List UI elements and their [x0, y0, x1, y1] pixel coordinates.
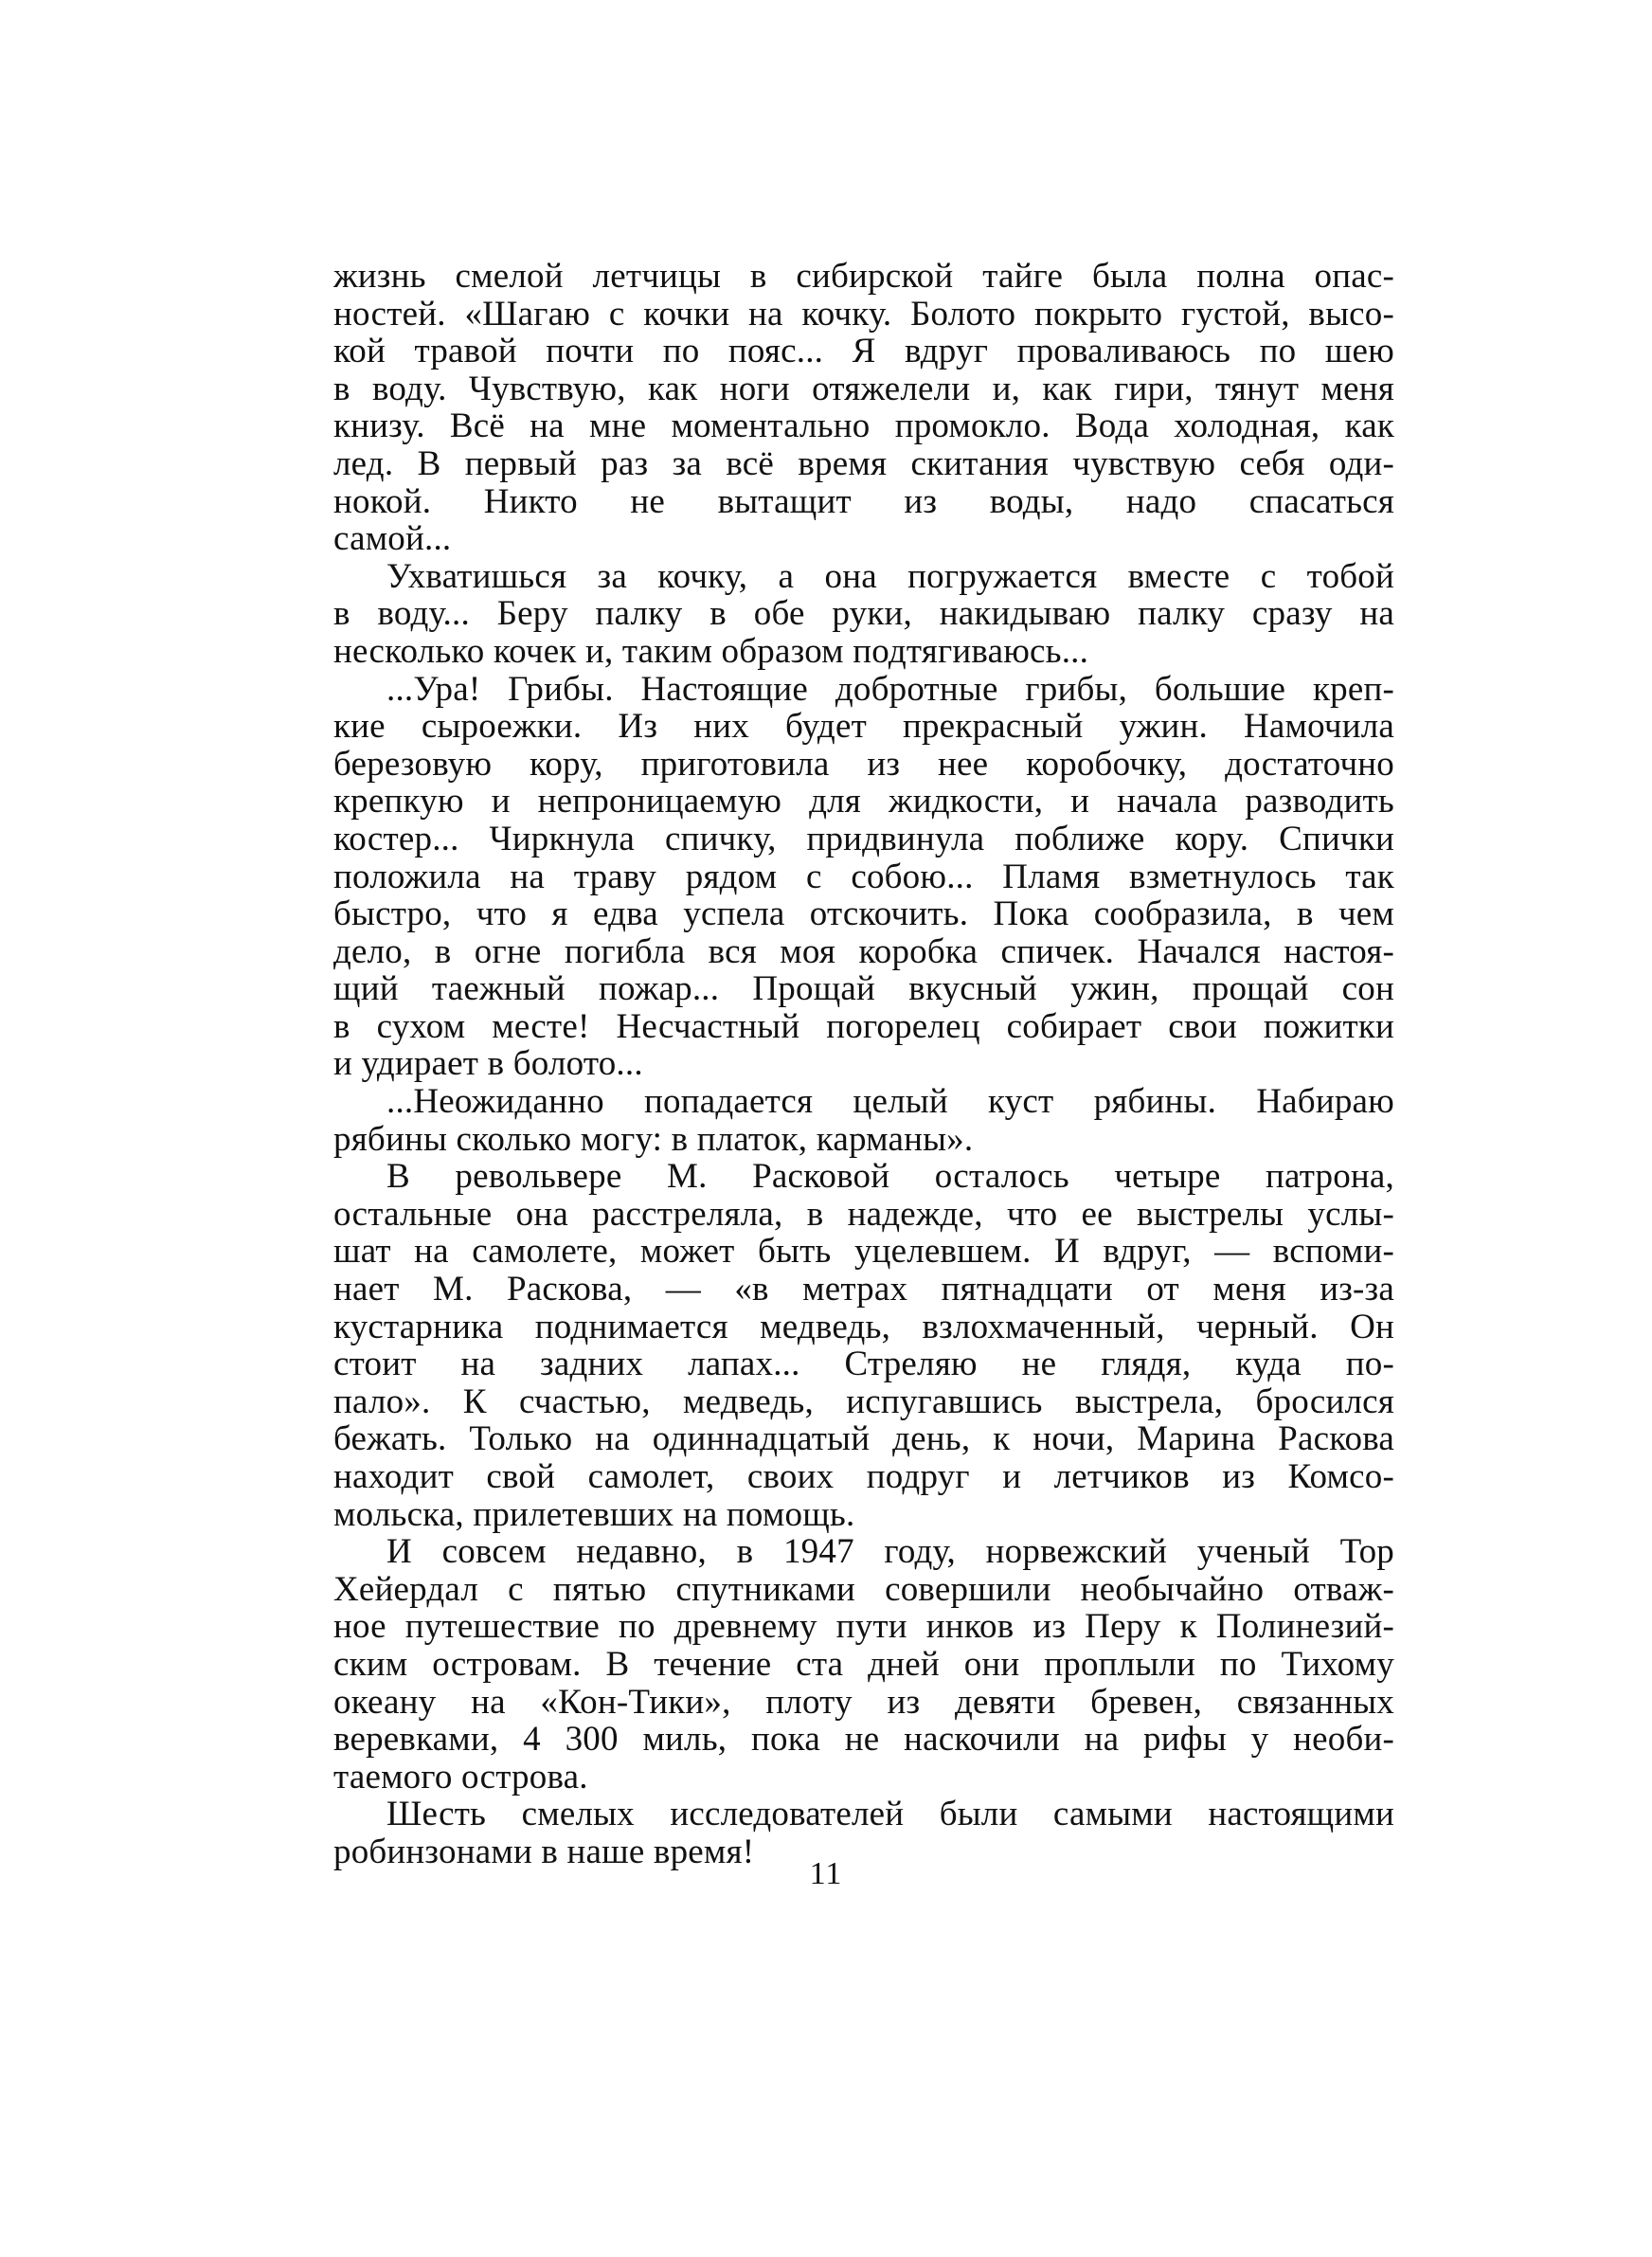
text-line: лед. В первый раз за всё время скитания чувствую себя оди-: [333, 444, 1394, 483]
text-line: щий таежный пожар... Прощай вкусный ужин, прощай сон: [333, 970, 1394, 1008]
page-number: 11: [809, 1856, 843, 1891]
body-text: [333, 258, 1394, 1871]
text-line: книзу. Всё на мне моментально промокло. Вода холодная, как: [333, 407, 1394, 445]
text-line: в сухом месте! Несчастный погорелец собирает свои пожитки: [333, 1007, 1394, 1046]
text-line: таемого острова.: [333, 1758, 588, 1797]
text-line: в воду. Чувствую, как ноги отяжелели и, как гири, тянут меня: [333, 370, 1394, 408]
text-line: Хейердал с пятью спутниками совершили необычайно отваж-: [333, 1570, 1394, 1609]
text-line: остальные она расстреляла, в надежде, что ее выстрелы услы-: [333, 1195, 1394, 1234]
paragraph-5: [333, 1158, 1394, 1533]
text-line: кие сыроежки. Из них будет прекрасный ужин. Намочила: [333, 708, 1394, 746]
text-line: В револьвере М. Расковой осталось четыре патрона,: [386, 1158, 1394, 1196]
text-line: находит свой самолет, своих подруг и летчиков из Комсо-: [333, 1458, 1394, 1496]
text-line: нает М. Раскова, — «в метрах пятнадцати от меня из-за: [333, 1271, 1394, 1309]
text-line: ...Неожиданно попадается целый куст рябины. Набираю: [386, 1083, 1394, 1121]
text-line: мольска, прилетевших на помощь.: [333, 1495, 855, 1534]
text-line: ским островам. В течение ста дней они проплыли по Тихому: [333, 1645, 1394, 1684]
text-line: быстро, что я едва успела отскочить. Пока сообразила, в чем: [333, 895, 1394, 933]
paragraph-1: [333, 258, 1394, 558]
text-line: рябины сколько могу: в платок, карманы».: [333, 1120, 974, 1159]
paragraph-6: [333, 1533, 1394, 1796]
text-line: кой травой почти по пояс... Я вдруг проваливаюсь по шею: [333, 333, 1394, 370]
text-line: стоит на задних лапах... Стреляю не глядя, куда по-: [333, 1345, 1394, 1383]
text-line: пало». К счастью, медведь, испугавшись выстрела, бросился: [333, 1382, 1394, 1421]
text-line: жизнь смелой летчицы в сибирской тайге была полна опас-: [333, 258, 1394, 296]
text-line: Шесть смелых исследователей были самыми настоящими: [386, 1796, 1394, 1833]
text-line: крепкую и непроницаемую для жидкости, и начала разводить: [333, 783, 1394, 821]
text-line: робинзонами в наше время!: [333, 1833, 755, 1871]
text-line: И совсем недавно, в 1947 году, норвежский ученый Тор: [386, 1533, 1394, 1571]
text-line: кустарника поднимается медведь, взлохмаченный, черный. Он: [333, 1308, 1394, 1346]
text-line: положила на траву рядом с собою... Пламя взметнулось так: [333, 858, 1394, 896]
text-line: Ухватишься за кочку, а она погружается вместе с тобой: [386, 557, 1394, 596]
text-line: бежать. Только на одиннадцатый день, к ночи, Марина Раскова: [333, 1420, 1394, 1458]
text-line: в воду... Беру палку в обе руки, накидываю палку сразу на: [333, 595, 1394, 633]
text-line: ное путешествие по древнему пути инков из Перу к Полинезий-: [333, 1608, 1394, 1646]
text-line: ностей. «Шагаю с кочки на кочку. Болото покрыто густой, высо-: [333, 295, 1394, 334]
text-line: березовую кору, приготовила из нее коробочку, достаточно: [333, 745, 1394, 784]
text-line: костер... Чиркнула спичку, придвинула поближе кору. Спички: [333, 820, 1394, 858]
paragraph-2: [333, 558, 1394, 671]
text-line: самой...: [333, 520, 452, 558]
text-line: дело, в огне погибла вся моя коробка спичек. Начался настоя-: [333, 932, 1394, 971]
text-line: шат на самолете, может быть уцелевшем. И вдруг, — вспоми-: [333, 1233, 1394, 1272]
text-line: несколько кочек и, таким образом подтягиваюсь...: [333, 632, 1089, 671]
text-line: ...Ура! Грибы. Настоящие добротные грибы, большие креп-: [386, 670, 1394, 709]
paragraph-3: [333, 671, 1394, 1084]
text-line: нокой. Никто не вытащит из воды, надо спасаться: [333, 482, 1394, 521]
text-line: океану на «Кон-Тики», плоту из девяти бревен, связанных: [333, 1683, 1394, 1722]
text-line: и удирает в болото...: [333, 1045, 643, 1084]
text-line: веревками, 4 300 миль, пока не наскочили на рифы у необи-: [333, 1721, 1394, 1759]
paragraph-4: [333, 1083, 1394, 1158]
